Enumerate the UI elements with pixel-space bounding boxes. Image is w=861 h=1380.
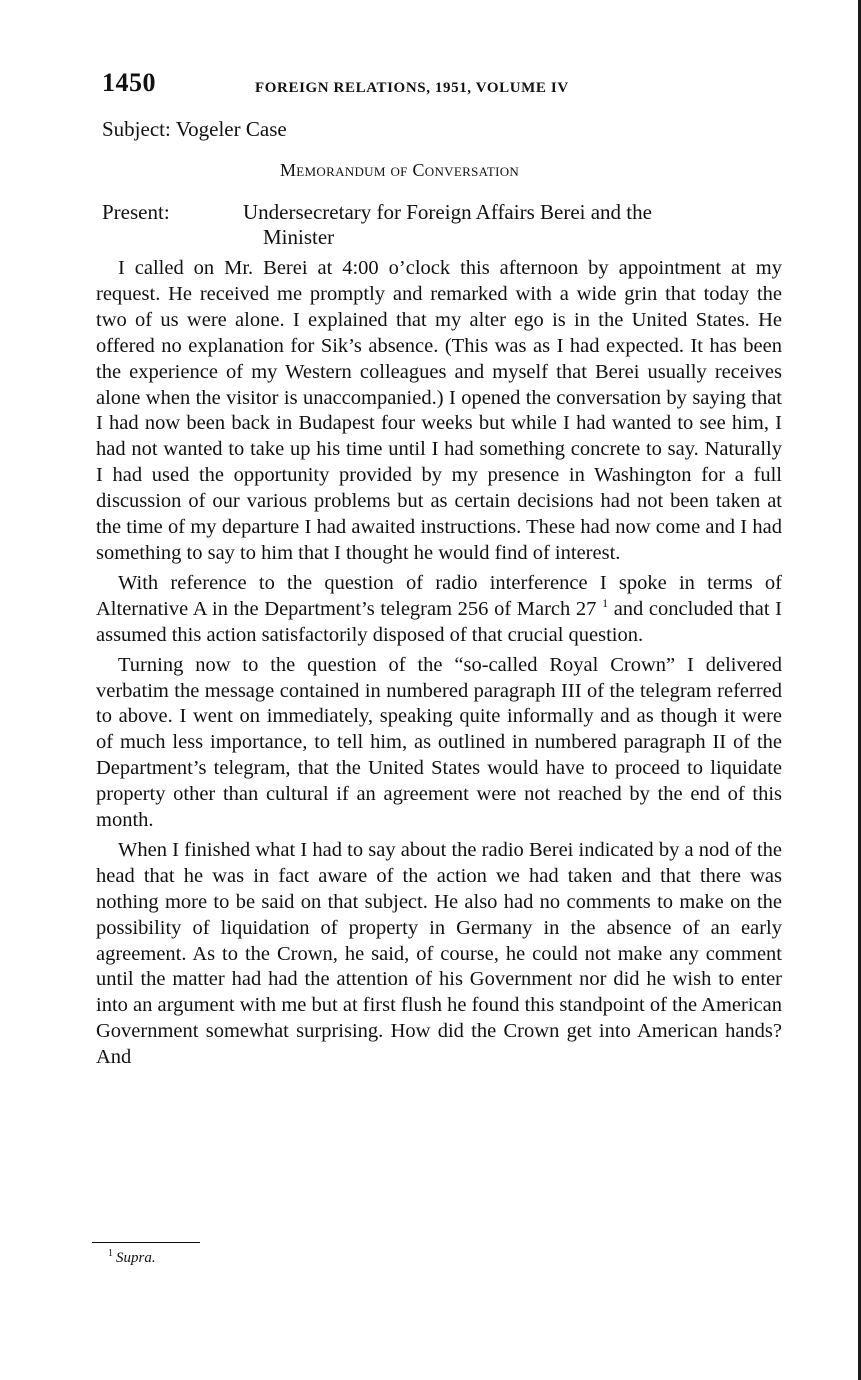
footnote-number: 1 (108, 1248, 113, 1259)
running-title: FOREIGN RELATIONS, 1951, VOLUME IV (255, 80, 569, 96)
footnote-reference: 1 (602, 595, 609, 610)
paragraph-4: When I finished what I had to say about the radio Berei indicated by a nod of the head that he was in fact aware of the action we had taken and that there was nothing more to be said on that subject. He also had no comments to make on the possibility of liquidation of property in Germany in the absence of an early agreement. As to the Crown, he said, of course, he could not make any comment until the matter had had the attention of his Government nor did he wish to enter into an argument with me but at first flush he found this standpoint of the American Government somewhat surprising. How did the Crown get into American hands? And (96, 838, 782, 1069)
present-value (243, 200, 763, 250)
subject-line: Subject: Vogeler Case (102, 117, 287, 141)
paragraph-2-start: With reference to the question of radio interference I spoke in terms of Alternative A in the Department’s telegram 256 of March 27 (96, 571, 782, 620)
paragraph-1: I called on Mr. Berei at 4:00 o’clock this afternoon by appointment at my request. He received me promptly and remarked with a wide grin that today the two of us were alone. I explained that my alter ego is in the United States. He offered no explanation for Sik’s absence. (This was as I had expected. It has been the experience of my Western colleagues and myself that Berei usually receives alone when the visitor is unaccompanied.) I opened the conversation by saying that I had now been back in Budapest four weeks but while I had wanted to see him, I had not wanted to take up his time until I had something concrete to say. Naturally I had used the opportunity provided by my presence in Washington for a full discussion of our various problems but as certain decisions had not been taken at the time of my departure I had awaited instructions. These had now come and I had something to say to him that I thought he would find of interest. (96, 257, 782, 564)
footnote-divider (92, 1242, 200, 1243)
memo-title: Memorandum of Conversation (280, 160, 520, 180)
memo-body (96, 256, 782, 1075)
present-line-2: Minister (263, 225, 335, 249)
paragraph-2 (96, 571, 782, 649)
footnote (108, 1250, 156, 1267)
footnote-text: Supra. (116, 1250, 156, 1266)
present-label: Present: (102, 200, 170, 224)
page-number: 1450 (102, 68, 156, 97)
paragraph-2-end: and concluded that I assumed this action satisfactorily disposed of that crucial question. (96, 597, 783, 646)
present-line-1: Undersecretary for Foreign Affairs Berei and the (243, 200, 652, 224)
paragraph-3: Turning now to the question of the “so-called Royal Crown” I delivered verbatim the message contained in numbered paragraph III of the telegram referred to above. I went on immediately, speaking quite informally and as though it were of much less importance, to tell him, as outlined in numbered paragraph II of the Department’s telegram, that the United States would have to proceed to liquidate property other than cultural if an agreement were not reached by the end of this month. (96, 653, 782, 832)
